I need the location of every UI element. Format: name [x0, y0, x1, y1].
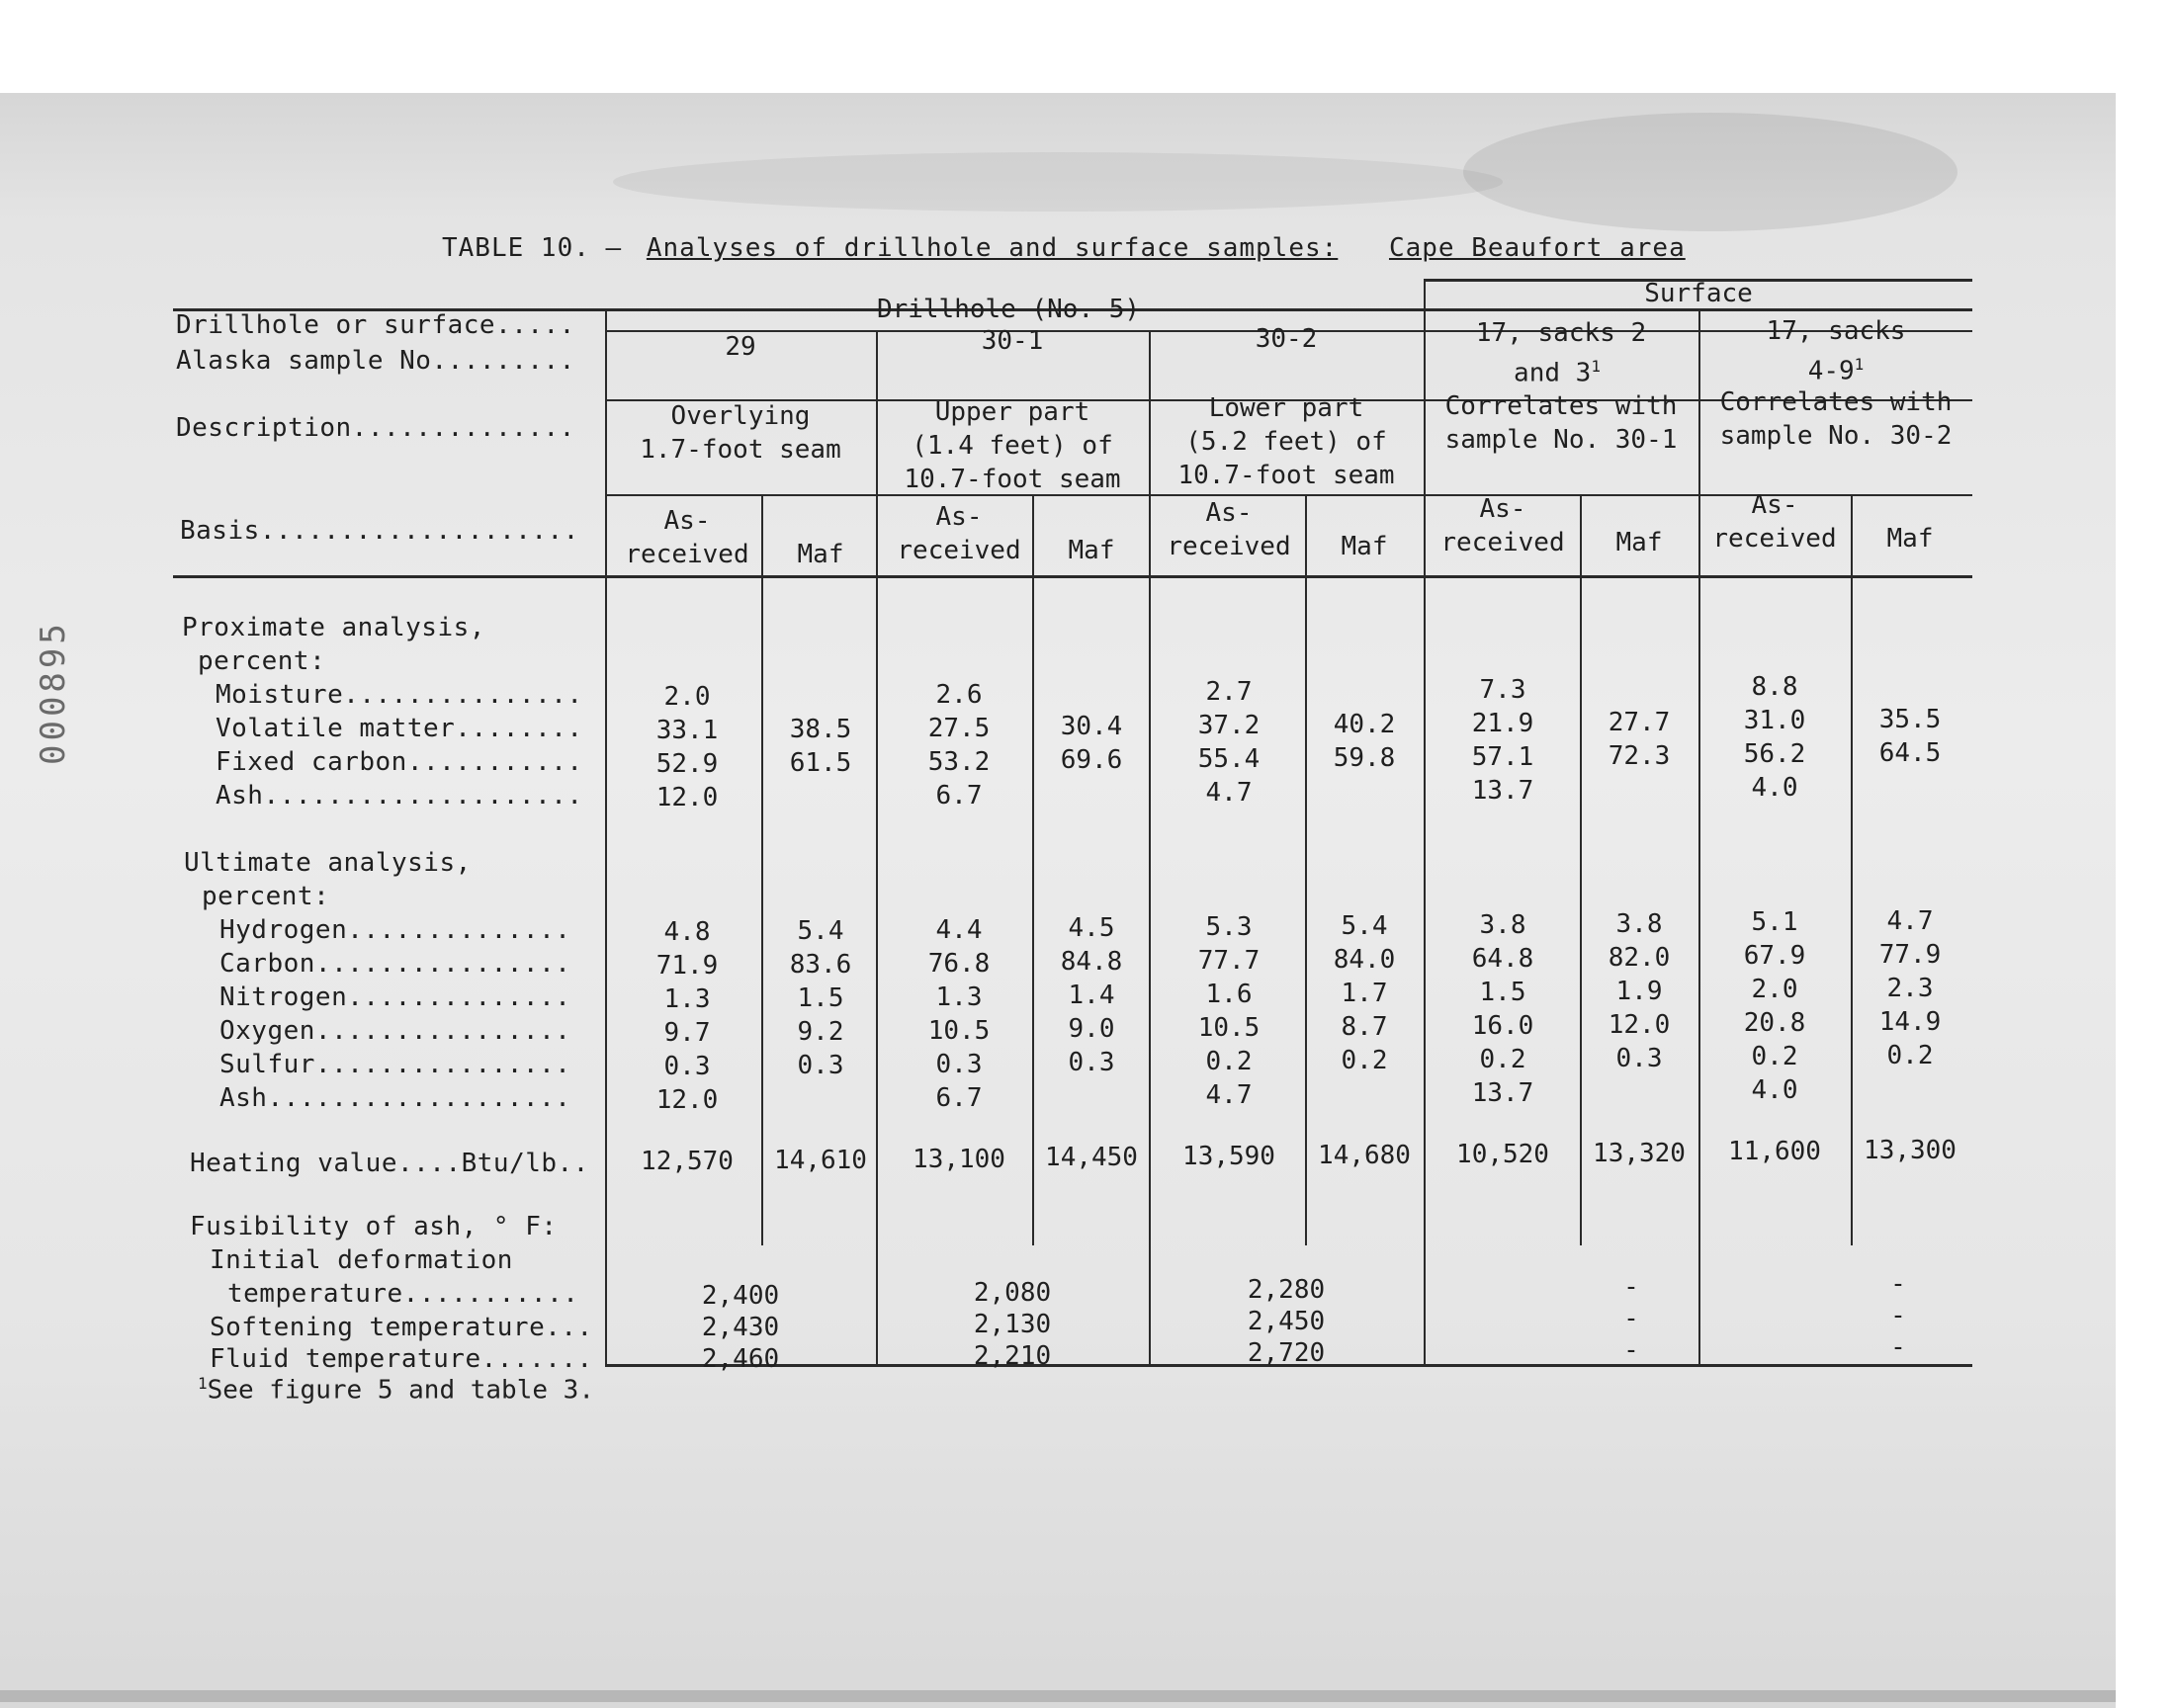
cell-hydrogen-3: 4.5	[1068, 913, 1115, 943]
cell-oxygen-0: 9.7	[663, 1018, 711, 1048]
cell-fixed-carbon-8: 56.2	[1743, 739, 1806, 769]
table-title	[442, 233, 1686, 263]
cell-fixed-carbon-2: 53.2	[927, 747, 991, 777]
cell-ash2-6: 13.7	[1471, 1078, 1534, 1108]
label-volatile-matter: Volatile matter........	[216, 714, 583, 743]
cell-hydrogen-2: 4.4	[935, 915, 983, 945]
label-basis: Basis....................	[180, 516, 579, 546]
cell-heating-9: 13,300	[1864, 1136, 1957, 1165]
basis-as-received-line1: As-	[1205, 498, 1253, 528]
label-sulfur: Sulfur................	[219, 1050, 571, 1079]
cell-nitrogen-0: 1.3	[663, 984, 711, 1014]
desc-17b-line2: sample No. 30-2	[1719, 421, 1953, 451]
cell-nitrogen-5: 1.7	[1341, 979, 1388, 1008]
cell-volatile-8: 31.0	[1743, 706, 1806, 735]
col-rule-29	[876, 330, 878, 1364]
cell-hydrogen-6: 3.8	[1479, 910, 1526, 940]
sample-30-2: 30-2	[1255, 324, 1318, 354]
label-ash: Ash....................	[216, 781, 583, 811]
cell-sulfur-8: 0.2	[1751, 1042, 1798, 1071]
cell-nitrogen-7: 1.9	[1615, 977, 1663, 1006]
cell-sulfur-6: 0.2	[1479, 1045, 1526, 1074]
cell-fixed-carbon-3: 69.6	[1060, 745, 1123, 775]
col-rule-30-2	[1424, 279, 1426, 1364]
sample-17-sacks-2: 17, sacks 2	[1475, 318, 1647, 348]
table-number: TABLE 10.	[442, 233, 590, 263]
label-fusibility: Fusibility of ash, ° F:	[190, 1212, 558, 1241]
cell-volatile-2: 27.5	[927, 714, 991, 743]
cell-carbon-1: 83.6	[789, 950, 852, 980]
cell-ash-0: 12.0	[655, 783, 719, 812]
cell-carbon-0: 71.9	[655, 951, 719, 981]
desc-30-1-line3: 10.7-foot seam	[904, 465, 1121, 494]
label-ash-ultimate: Ash...................	[219, 1083, 571, 1113]
sample-17-and-3-text: and 3	[1514, 358, 1592, 388]
cell-sulfur-7: 0.3	[1615, 1044, 1663, 1073]
cell-ash2-0: 12.0	[655, 1085, 719, 1115]
label-moisture: Moisture...............	[216, 680, 583, 710]
label-ultimate-percent: percent:	[202, 882, 330, 911]
cell-nitrogen-9: 2.3	[1886, 974, 1934, 1003]
cell-ash-2: 6.7	[935, 781, 983, 811]
col-rule-29-maf	[761, 494, 763, 1245]
basis-as-received-line2: received	[1167, 532, 1291, 561]
fusibility-fluid-2: 2,720	[1247, 1338, 1326, 1368]
cell-oxygen-2: 10.5	[927, 1016, 991, 1046]
fusibility-initial-0: 2,400	[701, 1281, 780, 1311]
cell-heating-1: 14,610	[774, 1146, 867, 1175]
cell-ash2-2: 6.7	[935, 1083, 983, 1113]
fusibility-initial-3: -	[1623, 1272, 1639, 1302]
footnote-ref-1: 1	[1591, 357, 1601, 376]
label-carbon: Carbon................	[219, 949, 571, 979]
desc-17a-line2: sample No. 30-1	[1444, 425, 1678, 455]
cell-sulfur-5: 0.2	[1341, 1046, 1388, 1075]
desc-29-line1: Overlying	[670, 401, 811, 431]
cell-fixed-carbon-9: 64.5	[1878, 738, 1942, 768]
cell-sulfur-1: 0.3	[797, 1051, 844, 1080]
cell-oxygen-8: 20.8	[1743, 1008, 1806, 1038]
cell-carbon-7: 82.0	[1608, 943, 1671, 973]
cell-oxygen-5: 8.7	[1341, 1012, 1388, 1042]
cell-fixed-carbon-1: 61.5	[789, 748, 852, 778]
cell-oxygen-7: 12.0	[1608, 1010, 1671, 1040]
cell-hydrogen-4: 5.3	[1205, 912, 1253, 942]
label-oxygen: Oxygen................	[219, 1016, 571, 1046]
label-fluid-temperature: Fluid temperature.......	[210, 1344, 593, 1374]
cell-moisture-2: 2.6	[935, 680, 983, 710]
label-proximate: Proximate analysis,	[182, 613, 485, 642]
cell-heating-4: 13,590	[1182, 1142, 1275, 1171]
cell-heating-2: 13,100	[913, 1145, 1005, 1174]
col-rule-30-1-maf	[1032, 494, 1034, 1245]
cell-hydrogen-8: 5.1	[1751, 907, 1798, 937]
desc-30-2-line1: Lower part	[1208, 393, 1364, 423]
cell-moisture-4: 2.7	[1205, 677, 1253, 707]
cell-fixed-carbon-0: 52.9	[655, 749, 719, 779]
desc-30-2-line3: 10.7-foot seam	[1177, 461, 1395, 490]
label-softening-temperature: Softening temperature...	[210, 1313, 593, 1342]
rule-header-bottom	[173, 575, 1972, 578]
col-rule-label	[605, 308, 607, 1366]
basis-as-received-line1: As-	[663, 506, 711, 536]
fusibility-softening-3: -	[1623, 1304, 1639, 1333]
cell-heating-0: 12,570	[641, 1147, 734, 1176]
label-initial-deformation: Initial deformation	[210, 1245, 513, 1275]
title-dash: –	[605, 233, 622, 263]
title-area: Cape Beaufort area	[1388, 233, 1686, 263]
basis-as-received-line1: As-	[1479, 494, 1526, 524]
label-deformation-temperature: temperature...........	[227, 1279, 579, 1309]
cell-nitrogen-8: 2.0	[1751, 975, 1798, 1004]
cell-fixed-carbon-4: 55.4	[1197, 744, 1261, 774]
cell-moisture-6: 7.3	[1479, 675, 1526, 705]
cell-fixed-carbon-5: 59.8	[1333, 743, 1396, 773]
cell-heating-3: 14,450	[1045, 1143, 1138, 1172]
fusibility-fluid-3: -	[1623, 1335, 1639, 1365]
sample-4-9	[1808, 348, 1865, 388]
label-hydrogen: Hydrogen..............	[219, 915, 571, 945]
cell-volatile-0: 33.1	[655, 716, 719, 745]
cell-ash2-8: 4.0	[1751, 1075, 1798, 1105]
footnote-mark: 1	[198, 1374, 208, 1393]
cell-fixed-carbon-7: 72.3	[1608, 741, 1671, 771]
label-description: Description..............	[176, 413, 575, 443]
col-rule-30-1	[1149, 330, 1151, 1364]
cell-nitrogen-6: 1.5	[1479, 978, 1526, 1007]
cell-ash-4: 4.7	[1205, 778, 1253, 808]
page-edge-band	[0, 1690, 2116, 1702]
basis-as-received-line2: received	[625, 540, 749, 569]
cell-oxygen-6: 16.0	[1471, 1011, 1534, 1041]
cell-sulfur-4: 0.2	[1205, 1047, 1253, 1076]
cell-carbon-3: 84.8	[1060, 947, 1123, 977]
basis-as-received-line2: received	[1440, 528, 1565, 557]
basis-as-received-line1: As-	[1751, 490, 1798, 520]
fusibility-fluid-0: 2,460	[701, 1344, 780, 1374]
cell-oxygen-3: 9.0	[1068, 1014, 1115, 1044]
cell-volatile-5: 40.2	[1333, 710, 1396, 739]
cell-carbon-2: 76.8	[927, 949, 991, 979]
cell-volatile-4: 37.2	[1197, 711, 1261, 740]
col-rule-17a	[1698, 308, 1700, 1364]
cell-hydrogen-9: 4.7	[1886, 906, 1934, 936]
label-sample-no: Alaska sample No.........	[176, 346, 575, 376]
desc-17b-line1: Correlates with	[1719, 387, 1953, 417]
basis-maf: Maf	[1341, 532, 1388, 561]
col-rule-17b-maf	[1851, 494, 1853, 1245]
cell-carbon-5: 84.0	[1333, 945, 1396, 975]
cell-oxygen-4: 10.5	[1197, 1013, 1261, 1043]
cell-oxygen-1: 9.2	[797, 1017, 844, 1047]
desc-30-1-line1: Upper part	[934, 397, 1090, 427]
basis-as-received-line1: As-	[935, 502, 983, 532]
basis-maf: Maf	[797, 540, 844, 569]
cell-sulfur-9: 0.2	[1886, 1041, 1934, 1070]
cell-heating-7: 13,320	[1593, 1139, 1686, 1168]
fusibility-softening-1: 2,130	[973, 1310, 1052, 1339]
basis-maf: Maf	[1886, 524, 1934, 554]
label-nitrogen: Nitrogen..............	[219, 982, 571, 1012]
fusibility-fluid-4: -	[1890, 1332, 1906, 1362]
cell-hydrogen-0: 4.8	[663, 917, 711, 947]
label-ultimate: Ultimate analysis,	[184, 848, 472, 878]
sample-29: 29	[725, 332, 756, 362]
cell-volatile-6: 21.9	[1471, 709, 1534, 738]
cell-volatile-9: 35.5	[1878, 705, 1942, 734]
cell-hydrogen-1: 5.4	[797, 916, 844, 946]
title-main: Analyses of drillhole and surface samples:	[646, 233, 1339, 263]
cell-hydrogen-7: 3.8	[1615, 909, 1663, 939]
cell-oxygen-9: 14.9	[1878, 1007, 1942, 1037]
footnote-text: See figure 5 and table 3.	[207, 1375, 594, 1406]
cell-nitrogen-4: 1.6	[1205, 980, 1253, 1009]
cell-nitrogen-2: 1.3	[935, 982, 983, 1012]
cell-ash2-4: 4.7	[1205, 1080, 1253, 1110]
cell-ash-6: 13.7	[1471, 776, 1534, 806]
cell-volatile-1: 38.5	[789, 715, 852, 744]
basis-maf: Maf	[1615, 528, 1663, 557]
fusibility-softening-2: 2,450	[1247, 1307, 1326, 1336]
sample-4-9-text: 4-9	[1807, 356, 1855, 386]
cell-sulfur-3: 0.3	[1068, 1048, 1115, 1077]
label-proximate-percent: percent:	[198, 646, 326, 676]
desc-30-1-line2: (1.4 feet) of	[912, 431, 1113, 461]
scan-shadow	[613, 152, 1503, 212]
archive-stamp: 000895	[34, 620, 73, 765]
sample-17-and-3	[1514, 350, 1601, 390]
cell-fixed-carbon-6: 57.1	[1471, 742, 1534, 772]
footnote-ref-2: 1	[1854, 355, 1865, 374]
label-fixed-carbon: Fixed carbon...........	[216, 747, 583, 777]
desc-29-line2: 1.7-foot seam	[640, 435, 841, 465]
fusibility-softening-0: 2,430	[701, 1313, 780, 1342]
cell-heating-5: 14,680	[1318, 1141, 1411, 1170]
cell-carbon-4: 77.7	[1197, 946, 1261, 976]
basis-as-received-line2: received	[1712, 524, 1837, 554]
label-drillhole-or-surface: Drillhole or surface.....	[176, 310, 575, 340]
cell-nitrogen-1: 1.5	[797, 983, 844, 1013]
cell-hydrogen-5: 5.4	[1341, 911, 1388, 941]
footnote	[198, 1374, 594, 1406]
cell-sulfur-0: 0.3	[663, 1052, 711, 1081]
cell-moisture-0: 2.0	[663, 682, 711, 712]
basis-maf: Maf	[1068, 536, 1115, 565]
col-rule-30-2-maf	[1305, 494, 1307, 1245]
fusibility-initial-4: -	[1890, 1269, 1906, 1299]
cell-volatile-3: 30.4	[1060, 712, 1123, 741]
scan-shadow	[1463, 113, 1958, 231]
sample-17-sacks: 17, sacks	[1766, 316, 1906, 346]
group-drillhole: Drillhole (No. 5)	[876, 295, 1141, 324]
group-surface: Surface	[1644, 279, 1753, 308]
cell-nitrogen-3: 1.4	[1068, 981, 1115, 1010]
cell-heating-6: 10,520	[1456, 1140, 1549, 1169]
cell-carbon-6: 64.8	[1471, 944, 1534, 974]
sample-30-1: 30-1	[981, 326, 1044, 356]
basis-as-received-line2: received	[897, 536, 1021, 565]
fusibility-fluid-1: 2,210	[973, 1341, 1052, 1371]
cell-sulfur-2: 0.3	[935, 1050, 983, 1079]
desc-17a-line1: Correlates with	[1444, 391, 1678, 421]
fusibility-softening-4: -	[1890, 1301, 1906, 1330]
fusibility-initial-1: 2,080	[973, 1278, 1052, 1308]
cell-carbon-9: 77.9	[1878, 940, 1942, 970]
desc-30-2-line2: (5.2 feet) of	[1185, 427, 1387, 457]
cell-carbon-8: 67.9	[1743, 941, 1806, 971]
col-rule-17a-maf	[1580, 494, 1582, 1245]
label-heating-value: Heating value....Btu/lb..	[190, 1149, 589, 1178]
cell-heating-8: 11,600	[1728, 1137, 1821, 1166]
fusibility-initial-2: 2,280	[1247, 1275, 1326, 1305]
cell-volatile-7: 27.7	[1608, 708, 1671, 737]
cell-moisture-8: 8.8	[1751, 672, 1798, 702]
cell-ash-8: 4.0	[1751, 773, 1798, 803]
